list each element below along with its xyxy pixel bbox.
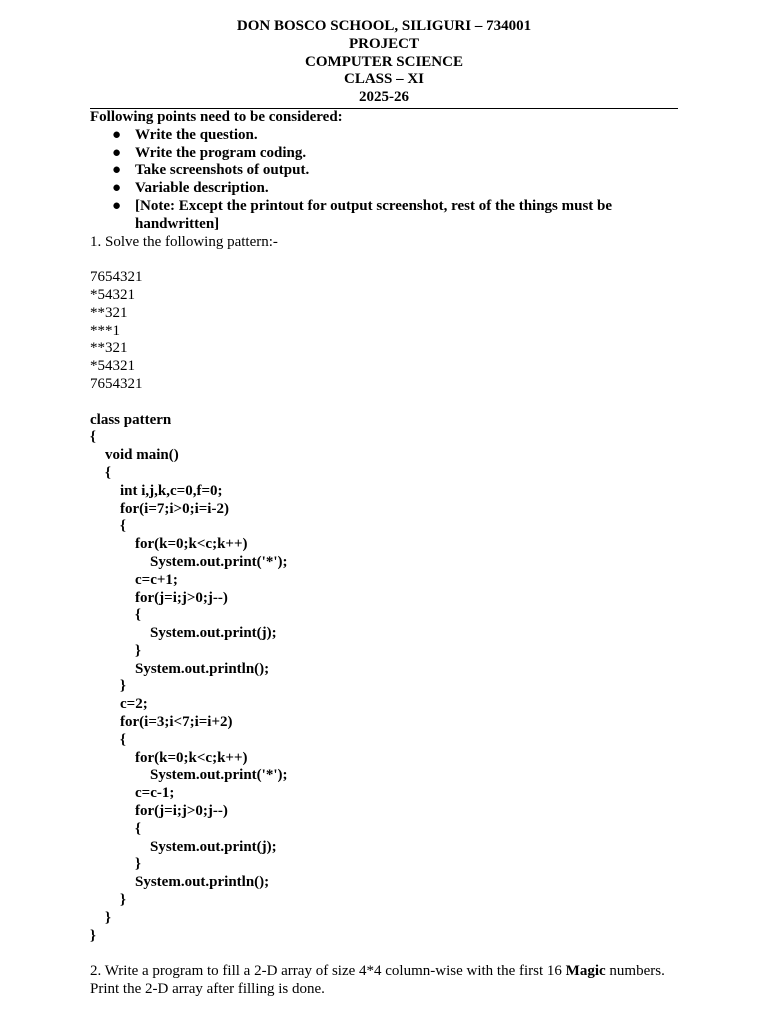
- points-list: [90, 127, 678, 234]
- code-line: System.out.println();: [90, 660, 270, 677]
- pattern-line: **321: [90, 304, 128, 321]
- code-line: System.out.print('*');: [90, 767, 288, 784]
- code-line: for(j=i;j>0;j--): [90, 589, 228, 606]
- code-line: System.out.print(j);: [90, 625, 277, 642]
- code-line: for(i=7;i>0;i=i-2): [90, 500, 229, 517]
- subject-label: COMPUTER SCIENCE: [305, 53, 463, 70]
- code-line: }: [90, 909, 111, 926]
- pattern-line: ***1: [90, 322, 120, 339]
- document-header: [90, 18, 678, 109]
- code-line: {: [90, 607, 141, 624]
- code-line: {: [90, 731, 126, 748]
- points-title: Following points need to be considered:: [90, 108, 343, 125]
- code-line: {: [90, 518, 126, 535]
- bullet-icon: ●: [112, 197, 122, 214]
- code-line: }: [90, 927, 96, 944]
- code-line: for(k=0;k<c;k++): [90, 536, 248, 553]
- code-line: void main(): [90, 447, 179, 464]
- pattern-line: 7654321: [90, 375, 143, 392]
- code-line: System.out.println();: [90, 874, 270, 891]
- document-page: [90, 18, 678, 999]
- pattern-line: **321: [90, 340, 128, 357]
- code-line: {: [90, 464, 111, 481]
- question-1-text: 1. Solve the following pattern:-: [90, 233, 278, 250]
- code-block: [90, 412, 678, 946]
- code-line: }: [90, 642, 141, 659]
- code-line: }: [90, 892, 126, 909]
- question-2-text: 2. Write a program to fill a 2-D array of size 4*4 column-wise with the first 16 Magic numbers. Print the 2-D array after filling is done.: [90, 963, 665, 998]
- code-line: int i,j,k,c=0,f=0;: [90, 482, 223, 499]
- list-item: ● Write the question.: [112, 126, 258, 143]
- pattern-block: [90, 269, 678, 394]
- project-label: PROJECT: [348, 35, 419, 52]
- bullet-icon: ●: [112, 162, 122, 179]
- code-line: {: [90, 820, 141, 837]
- code-line: System.out.print('*');: [90, 553, 288, 570]
- pattern-line: *54321: [90, 358, 135, 375]
- class-label: CLASS – XI: [343, 71, 425, 88]
- code-line: c=2;: [90, 696, 148, 713]
- code-line: c=c+1;: [90, 571, 178, 588]
- code-line: for(k=0;k<c;k++): [90, 749, 248, 766]
- list-item: ● Variable description.: [112, 180, 269, 197]
- code-line: class pattern: [90, 411, 172, 428]
- list-item: ● [Note: Except the printout for output screenshot, rest of the things must be handwritten]: [112, 197, 613, 232]
- school-name: DON BOSCO SCHOOL, SILIGURI – 734001: [236, 18, 532, 34]
- code-line: {: [90, 429, 96, 446]
- code-line: for(i=3;i<7;i=i+2): [90, 714, 233, 731]
- bullet-icon: ●: [112, 144, 122, 161]
- pattern-line: 7654321: [90, 269, 143, 286]
- code-line: c=c-1;: [90, 785, 175, 802]
- bullet-icon: ●: [112, 126, 122, 143]
- list-item: ● Write the program coding.: [112, 144, 307, 161]
- bullet-icon: ●: [112, 180, 122, 197]
- session-year: 2025-26: [359, 89, 409, 106]
- code-line: }: [90, 856, 141, 873]
- list-item: ● Take screenshots of output.: [112, 162, 310, 179]
- code-line: System.out.print(j);: [90, 838, 277, 855]
- pattern-line: *54321: [90, 286, 135, 303]
- code-line: for(j=i;j>0;j--): [90, 803, 228, 820]
- code-line: }: [90, 678, 126, 695]
